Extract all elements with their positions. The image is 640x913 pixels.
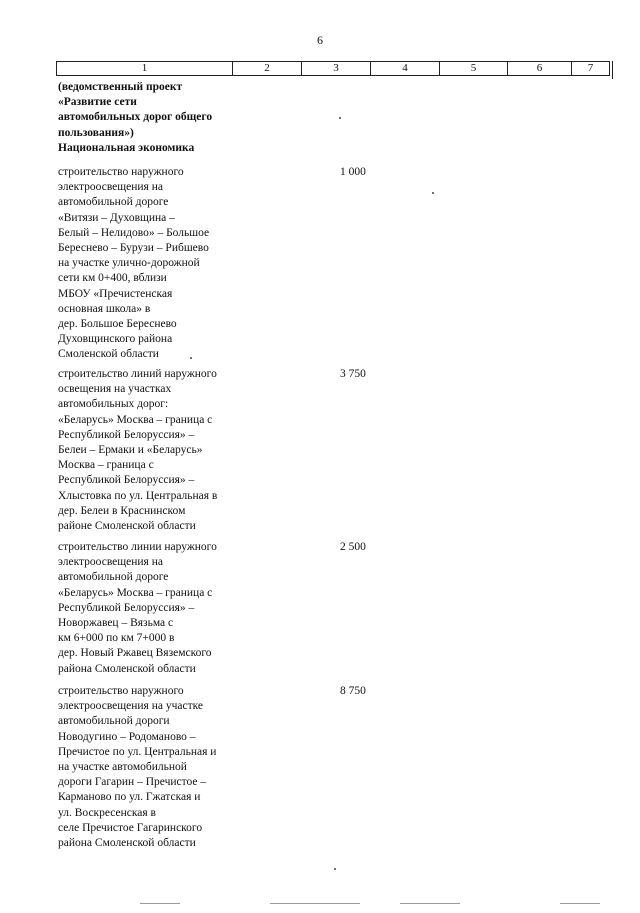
scan-speck xyxy=(339,117,341,119)
scan-speck xyxy=(190,357,192,359)
column-header-4: 4 xyxy=(371,62,440,76)
scan-noise xyxy=(560,903,600,904)
table-edge-mark xyxy=(612,61,613,79)
row-amount-3: 2 500 xyxy=(340,541,366,553)
scan-noise xyxy=(400,903,460,904)
column-header-7: 7 xyxy=(572,62,610,76)
row-description-3: строительство линии наружного электроосвещения на автомобильной дороге «Беларусь» Москва – граница с Республикой Белоруссия» – Новоржавец – Вязьма с км 6+000 по км 7+000 в дер. Новый Ржавец Вяземского района Смоленской области xyxy=(58,541,217,675)
scan-speck xyxy=(334,868,336,870)
scan-noise xyxy=(270,903,360,904)
column-header-5: 5 xyxy=(440,62,508,76)
row-amount-1: 1 000 xyxy=(340,166,366,178)
project-heading: (ведомственный проект «Развитие сети автомобильных дорог общего пользования») Национальная экономика xyxy=(58,81,213,154)
row-description-2: строительство линий наружного освещения на участках автомобильных дорог: «Беларусь» Москва – граница с Республикой Белоруссия» – Белеи – Ермаки и «Беларусь» Москва – граница с Республикой Белоруссия» – Хлыстовка по ул. Центральная в дер. Белеи в Краснинском районе Смоленской области xyxy=(58,368,218,533)
row-description-4: строительство наружного электроосвещения на участке автомобильной дороги Новодугино – Родоманово – Пречистое по ул. Центральная и на участке автомобильной дороги Гагарин – Пречистое – Карманово по ул. Гжатская и ул. Воскресенская в селе Пречистое Гагаринского района Смоленской области xyxy=(58,685,217,850)
scan-noise xyxy=(140,903,180,904)
column-header-3: 3 xyxy=(302,62,371,76)
scan-speck xyxy=(432,192,434,194)
column-header-1: 1 xyxy=(57,62,233,76)
row-description-1: строительство наружного электроосвещения на автомобильной дороге «Витязи – Духовщина – Белый – Нелидово» – Большое Береснево – Бурузи – Рибшево на участке улично-дорожной сети км 0+400, вблизи МБОУ «Пречистенская основная школа» в дер. Большое Береснево Духовщинского района Смоленской области xyxy=(58,166,210,361)
row-amount-4: 8 750 xyxy=(340,685,366,697)
column-header-table xyxy=(56,61,610,76)
row-amount-2: 3 750 xyxy=(340,368,366,380)
column-header-row xyxy=(57,62,610,76)
column-header-6: 6 xyxy=(508,62,572,76)
column-header-2: 2 xyxy=(233,62,302,76)
page-number: 6 xyxy=(317,33,323,47)
